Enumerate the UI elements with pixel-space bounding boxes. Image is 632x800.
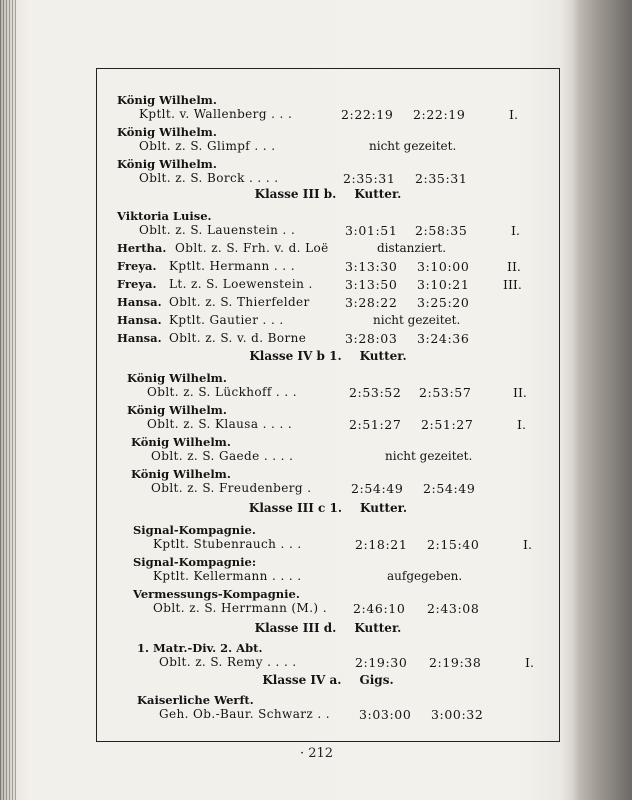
time-sailed: 3:13:30	[345, 259, 398, 274]
time-calculated: 3:25:20	[417, 295, 470, 310]
result-note: distanziert.	[377, 241, 447, 255]
helmsman: Oblt. z. S. Borck . . . .	[139, 171, 279, 185]
time-sailed: 2:19:30	[355, 655, 408, 670]
list-item	[97, 385, 559, 403]
time-sailed: 2:46:10	[353, 601, 406, 616]
results-frame	[96, 68, 560, 742]
time-calculated: 2:58:35	[415, 223, 468, 238]
time-sailed: 3:03:00	[359, 707, 412, 722]
helmsman: Kptlt. Stubenrauch . . .	[153, 537, 302, 551]
time-sailed: 3:01:51	[345, 223, 398, 238]
boat-name: Hansa.	[117, 295, 162, 309]
list-item	[97, 601, 559, 619]
boat-name: Signal-Kompagnie:	[133, 555, 257, 569]
result-note: nicht gezeitet.	[385, 449, 473, 463]
placing: I.	[523, 537, 532, 552]
time-calculated: 3:10:21	[417, 277, 470, 292]
helmsman: Oblt. z. S. Lückhoff . . .	[147, 385, 297, 399]
list-item	[97, 313, 559, 331]
time-calculated: 3:10:00	[417, 259, 470, 274]
time-sailed: 2:35:31	[343, 171, 396, 186]
time-calculated: 3:00:32	[431, 707, 484, 722]
list-item	[97, 223, 559, 241]
helmsman: Oblt. z. S. Lauenstein . .	[139, 223, 296, 237]
time-calculated: 2:51:27	[421, 417, 474, 432]
boat-name: König Wilhelm.	[117, 157, 217, 171]
boat-name: Freya.	[117, 259, 157, 273]
helmsman: Lt. z. S. Loewenstein .	[169, 277, 313, 291]
boat-type: Gigs.	[359, 673, 394, 687]
list-item	[97, 537, 559, 555]
helmsman: Oblt. z. S. Herrmann (M.) .	[153, 601, 327, 615]
boat-type: Kutter.	[354, 187, 402, 201]
boat-name: Hansa.	[117, 313, 162, 327]
boat-name: König Wilhelm.	[127, 371, 227, 385]
helmsman: Oblt. z. S. Thierfelder	[169, 295, 310, 309]
boat-name: Vermessungs-Kompagnie.	[133, 587, 300, 601]
result-note: nicht gezeitet.	[373, 313, 461, 327]
boat-name: König Wilhelm.	[117, 125, 217, 139]
placing: I.	[525, 655, 534, 670]
class-heading	[97, 621, 559, 635]
time-calculated: 2:22:19	[413, 107, 466, 122]
boat-name: König Wilhelm.	[131, 435, 231, 449]
list-item	[97, 331, 559, 349]
list-item	[97, 449, 559, 467]
boat-name: Kaiserliche Werft.	[137, 693, 254, 707]
list-item	[97, 569, 559, 587]
time-sailed: 3:28:22	[345, 295, 398, 310]
boat-type: Kutter.	[359, 349, 407, 363]
time-calculated: 2:15:40	[427, 537, 480, 552]
boat-name: 1. Matr.-Div. 2. Abt.	[137, 641, 263, 655]
time-sailed: 2:54:49	[351, 481, 404, 496]
helmsman: Oblt. z. S. Glimpf . . .	[139, 139, 276, 153]
time-sailed: 2:18:21	[355, 537, 408, 552]
list-item	[97, 107, 559, 125]
list-item	[97, 277, 559, 295]
time-calculated: 2:53:57	[419, 385, 472, 400]
boat-type: Kutter.	[354, 621, 402, 635]
helmsman: Kptlt. Kellermann . . . .	[153, 569, 302, 583]
boat-name: Hertha.	[117, 241, 167, 255]
helmsman: Oblt. z. S. Remy . . . .	[159, 655, 297, 669]
helmsman: Kptlt. Hermann . . .	[169, 259, 295, 273]
class-heading	[97, 501, 559, 515]
helmsman: Oblt. z. S. Gaede . . . .	[151, 449, 294, 463]
boat-name: Signal-Kompagnie.	[133, 523, 256, 537]
time-calculated: 2:35:31	[415, 171, 468, 186]
placing: I.	[517, 417, 526, 432]
helmsman: Oblt. z. S. v. d. Borne	[169, 331, 307, 345]
class-label: Klasse IV b 1.	[249, 349, 342, 363]
class-heading	[97, 187, 559, 201]
boat-type: Kutter.	[360, 501, 408, 515]
placing: I.	[511, 223, 520, 238]
helmsman: Kptlt. v. Wallenberg . . .	[139, 107, 293, 121]
result-note: aufgegeben.	[387, 569, 463, 583]
placing: II.	[513, 385, 527, 400]
class-heading	[97, 349, 559, 363]
helmsman: Geh. Ob.-Baur. Schwarz . .	[159, 707, 330, 721]
placing: I.	[509, 107, 518, 122]
class-label: Klasse III d.	[254, 621, 337, 635]
helmsman: Oblt. z. S. Freudenberg .	[151, 481, 312, 495]
list-item	[97, 295, 559, 313]
list-item	[97, 481, 559, 499]
boat-name: Freya.	[117, 277, 157, 291]
result-note: nicht gezeitet.	[369, 139, 457, 153]
time-calculated: 3:24:36	[417, 331, 470, 346]
time-sailed: 2:53:52	[349, 385, 402, 400]
list-item	[97, 259, 559, 277]
helmsman: Kptlt. Gautier . . .	[169, 313, 284, 327]
helmsman: Oblt. z. S. Klausa . . . .	[147, 417, 293, 431]
list-item	[97, 417, 559, 435]
time-calculated: 2:19:38	[429, 655, 482, 670]
time-sailed: 2:51:27	[349, 417, 402, 432]
list-item	[97, 655, 559, 673]
list-item	[97, 707, 559, 725]
book-spine	[0, 0, 16, 800]
list-item	[97, 139, 559, 157]
list-item	[97, 241, 559, 259]
time-sailed: 3:28:03	[345, 331, 398, 346]
page-number: · 212	[300, 746, 334, 761]
time-calculated: 2:54:49	[423, 481, 476, 496]
time-sailed: 2:22:19	[341, 107, 394, 122]
placing: III.	[503, 277, 522, 292]
helmsman: Oblt. z. S. Frh. v. d. Loë	[175, 241, 329, 255]
time-sailed: 3:13:50	[345, 277, 398, 292]
class-label: Klasse IV a.	[262, 673, 342, 687]
placing: II.	[507, 259, 521, 274]
class-heading	[97, 673, 559, 687]
class-label: Klasse III c 1.	[248, 501, 343, 515]
time-calculated: 2:43:08	[427, 601, 480, 616]
boat-name: König Wilhelm.	[127, 403, 227, 417]
boat-name: Hansa.	[117, 331, 162, 345]
boat-name: König Wilhelm.	[117, 93, 217, 107]
boat-name: König Wilhelm.	[131, 467, 231, 481]
boat-name: Viktoria Luise.	[117, 209, 212, 223]
class-label: Klasse III b.	[254, 187, 337, 201]
